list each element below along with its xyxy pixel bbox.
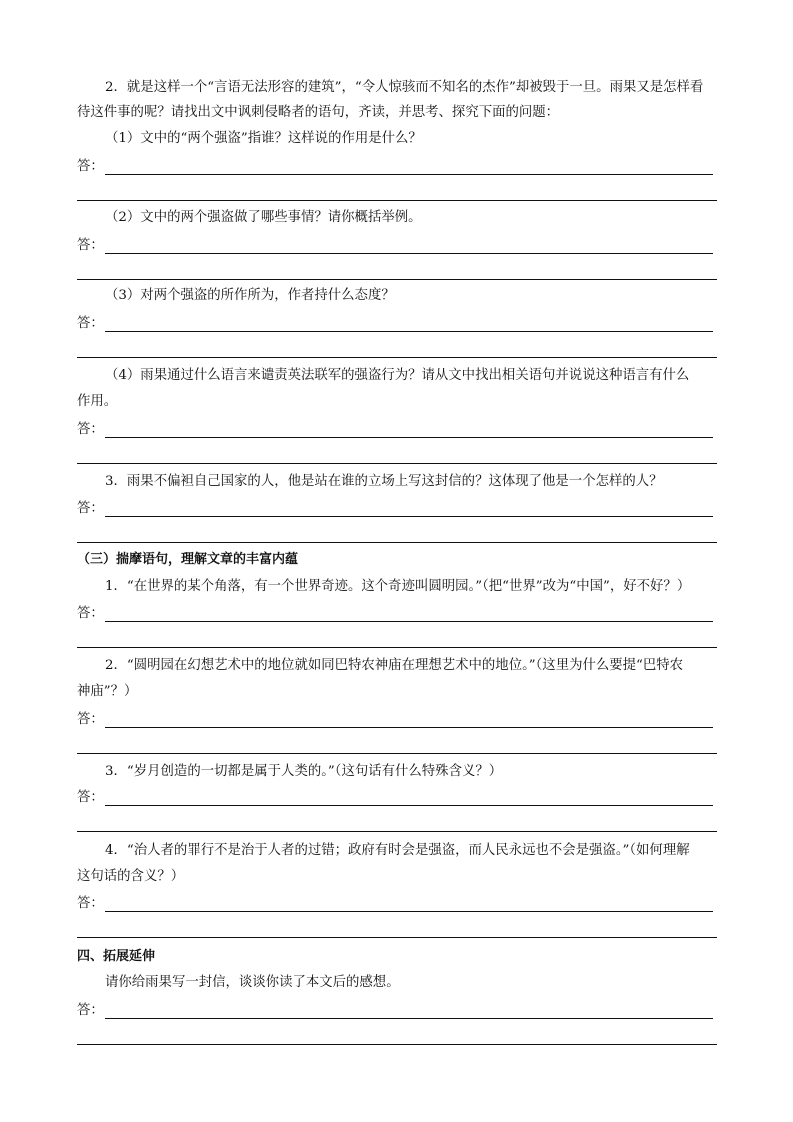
question-text: 4．“治人者的罪行不是治于人者的过错；政府有时会是强盗，而人民永远也不会是强盗。”（如何理解	[105, 843, 690, 858]
answer-line[interactable]	[105, 805, 713, 806]
answer-line[interactable]	[105, 174, 713, 175]
answer-line[interactable]	[77, 1044, 717, 1045]
answer-line[interactable]	[77, 463, 717, 464]
answer-label: 答：	[77, 159, 104, 174]
answer-label: 答：	[77, 896, 104, 911]
answer-label: 答：	[77, 316, 104, 331]
answer-line[interactable]	[77, 357, 717, 358]
question-text: 神庙”？）	[77, 684, 138, 699]
answer-line[interactable]	[77, 831, 717, 832]
answer-line[interactable]	[77, 753, 717, 754]
answer-line[interactable]	[105, 516, 713, 517]
question-text: 这句话的含义？）	[77, 869, 185, 884]
answer-label: 答：	[77, 606, 104, 621]
question-text: 待这件事的呢？请找出文中讽刺侵略者的语句，齐读，并思考、探究下面的问题：	[77, 105, 560, 120]
answer-label: 答：	[77, 238, 104, 253]
question-text: （1）文中的“两个强盗”指谁？这样说的作用是什么？	[105, 131, 422, 146]
question-text: （2）文中的两个强盗做了哪些事情？请你概括举例。	[105, 210, 422, 225]
answer-line[interactable]	[77, 937, 717, 938]
answer-line[interactable]	[105, 911, 713, 912]
answer-line[interactable]	[105, 437, 713, 438]
answer-line[interactable]	[105, 621, 713, 622]
question-text: 1．“在世界的某个角落，有一个世界奇迹。这个奇迹叫圆明园。”（把“世界”改为“中国”，好不好？）	[105, 579, 691, 594]
question-text: （3）对两个强盗的所作所为，作者持什么态度？	[105, 288, 395, 303]
answer-label: 答：	[77, 712, 104, 727]
question-text: 3．“岁月创造的一切都是属于人类的。”（这句话有什么特殊含义？）	[105, 764, 503, 779]
answer-line[interactable]	[105, 727, 713, 728]
answer-line[interactable]	[105, 331, 713, 332]
answer-label: 答：	[77, 790, 104, 805]
question-text: 请你给雨果写一封信，谈谈你读了本文后的感想。	[105, 975, 400, 990]
question-text: 3．雨果不偏袒自己国家的人，他是站在谁的立场上写这封信的？这体现了他是一个怎样的人？	[105, 474, 663, 489]
answer-line[interactable]	[105, 253, 713, 254]
answer-line[interactable]	[77, 542, 717, 543]
answer-label: 答：	[77, 1003, 104, 1018]
answer-line[interactable]	[77, 279, 717, 280]
question-text: 作用。	[77, 394, 118, 409]
section-heading: 四、拓展延伸	[77, 949, 156, 964]
answer-line[interactable]	[105, 1018, 713, 1019]
question-text: 2．就是这样一个“言语无法形容的建筑”，“令人惊骇而不知名的杰作”却被毁于一旦。雨果又是怎样看	[105, 80, 704, 95]
answer-line[interactable]	[77, 200, 717, 201]
question-text: 2．“圆明园在幻想艺术中的地位就如同巴特农神庙在理想艺术中的地位。”（这里为什么要提“巴特农	[105, 658, 684, 673]
answer-label: 答：	[77, 422, 104, 437]
answer-line[interactable]	[77, 647, 717, 648]
answer-label: 答：	[77, 501, 104, 516]
section-heading: （三）揣摩语句，理解文章的丰富内蕴	[77, 552, 299, 567]
question-text: （4）雨果通过什么语言来谴责英法联军的强盗行为？请从文中找出相关语句并说说这种语言有什么	[105, 368, 690, 383]
